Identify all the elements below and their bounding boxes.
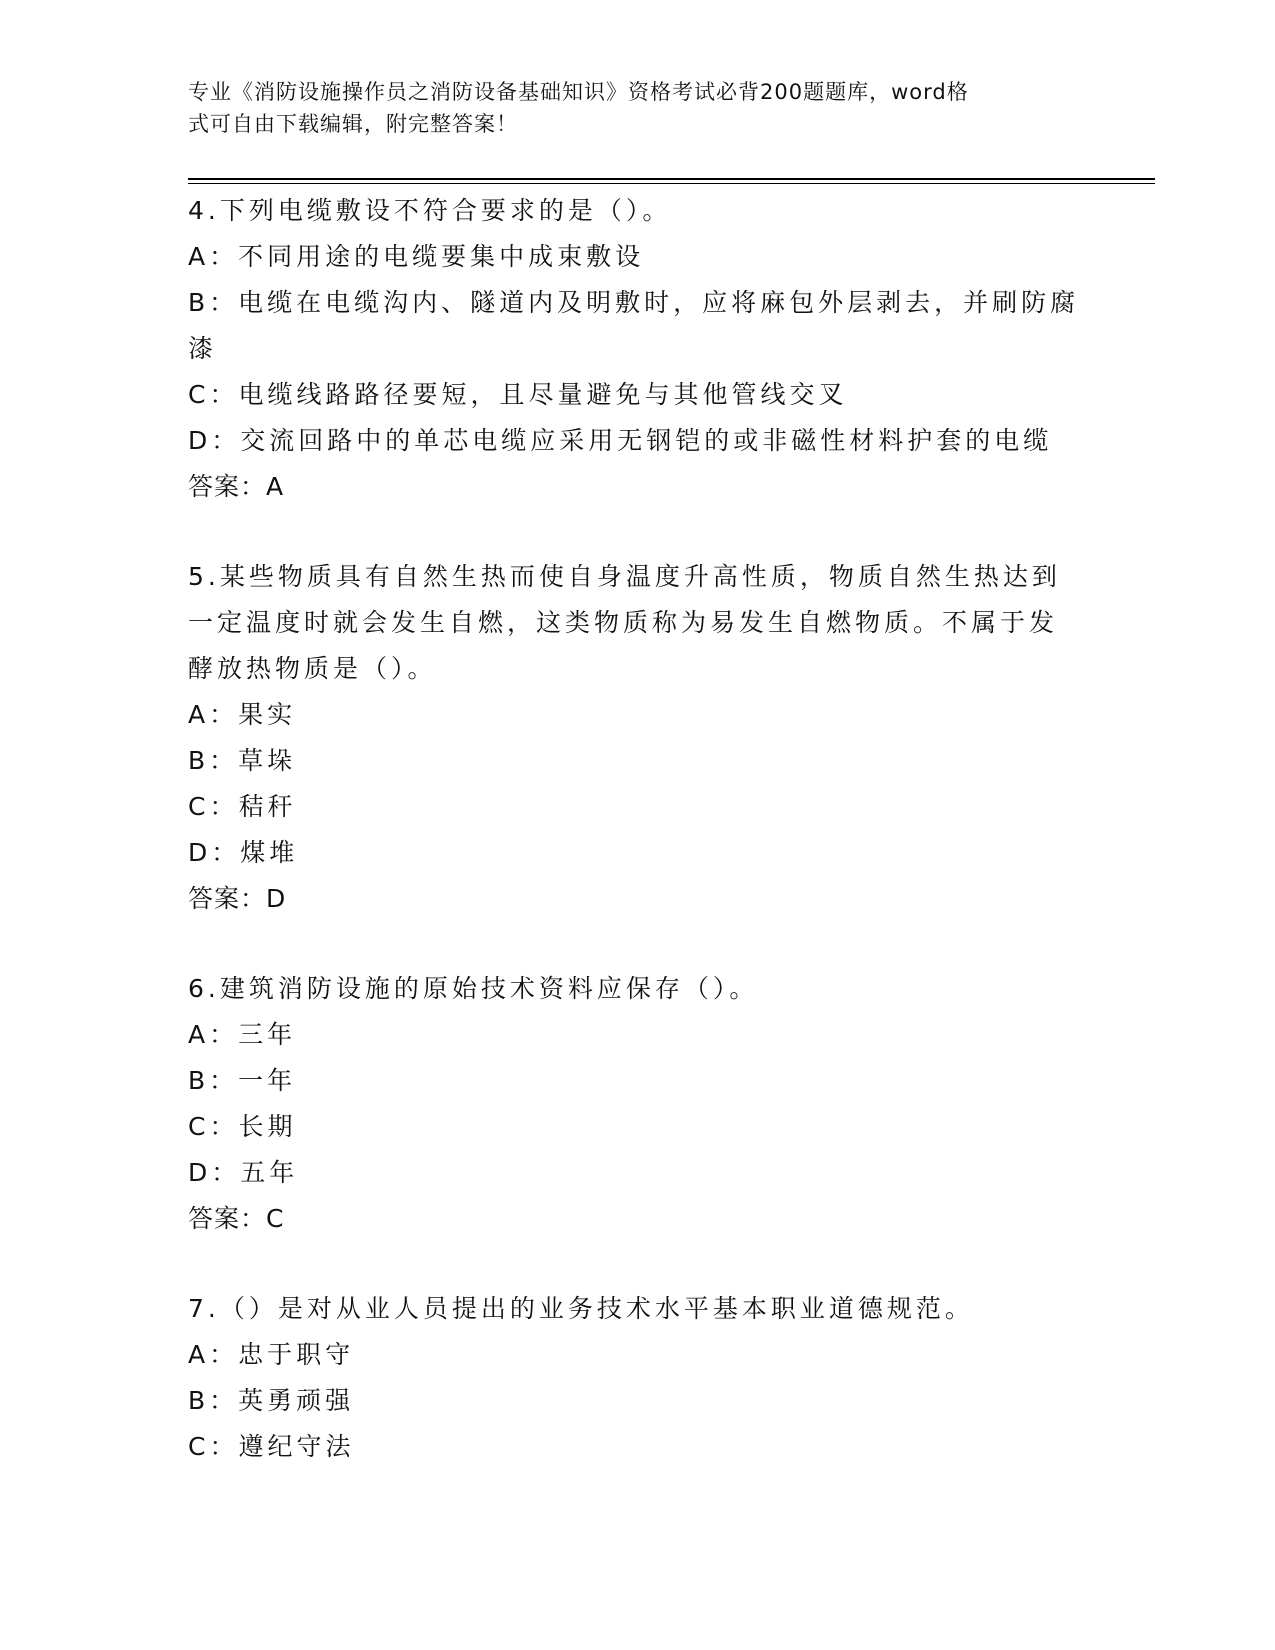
header-line-1: 专业《消防设施操作员之消防设备基础知识》资格考试必背200题题库，word格 xyxy=(188,80,969,104)
question-spacer xyxy=(188,510,1088,554)
header-line-2: 式可自由下载编辑，附完整答案！ xyxy=(188,112,518,136)
answer-key: 答案：D xyxy=(188,884,287,913)
answer-option: B：一年 xyxy=(188,1066,297,1095)
question-block xyxy=(188,1286,1088,1470)
answer-option: A：忠于职守 xyxy=(188,1340,355,1369)
answer-option: C：长期 xyxy=(188,1112,297,1141)
question-block xyxy=(188,554,1088,922)
question-stem: 酵放热物质是（）。 xyxy=(188,654,437,683)
question-stem: 4.下列电缆敷设不符合要求的是（）。 xyxy=(188,196,672,225)
answer-option: A：果实 xyxy=(188,700,297,729)
answer-option: D：交流回路中的单芯电缆应采用无钢铠的或非磁性材料护套的电缆 xyxy=(188,426,1053,455)
question-spacer xyxy=(188,922,1088,966)
answer-option: C：电缆线路路径要短，且尽量避免与其他管线交叉 xyxy=(188,380,848,409)
question-stem: 5.某些物质具有自然生热而使自身温度升高性质，物质自然生热达到 xyxy=(188,562,1061,591)
document-header xyxy=(188,76,1068,140)
question-block xyxy=(188,966,1088,1242)
answer-option: 漆 xyxy=(188,334,218,363)
answer-key: 答案：C xyxy=(188,1204,285,1233)
header-divider-thin xyxy=(188,183,1155,184)
question-stem: 6.建筑消防设施的原始技术资料应保存（）。 xyxy=(188,974,759,1003)
question-stem: 7.（）是对从业人员提出的业务技术水平基本职业道德规范。 xyxy=(188,1294,974,1323)
answer-option: A：不同用途的电缆要集中成束敷设 xyxy=(188,242,645,271)
header-divider-thick xyxy=(188,178,1155,180)
question-spacer xyxy=(188,1242,1088,1286)
answer-option: D：煤堆 xyxy=(188,838,299,867)
answer-option: A：三年 xyxy=(188,1020,297,1049)
question-stem: 一定温度时就会发生自燃，这类物质称为易发生自燃物质。不属于发 xyxy=(188,608,1059,637)
answer-option: B：英勇顽强 xyxy=(188,1386,355,1415)
answer-option: B：电缆在电缆沟内、隧道内及明敷时，应将麻包外层剥去，并刷防腐 xyxy=(188,288,1080,317)
answer-option: C：秸秆 xyxy=(188,792,297,821)
question-list xyxy=(188,188,1088,1470)
answer-option: B：草垛 xyxy=(188,746,297,775)
answer-option: D：五年 xyxy=(188,1158,299,1187)
answer-key: 答案：A xyxy=(188,472,285,501)
answer-option: C：遵纪守法 xyxy=(188,1432,355,1461)
question-block xyxy=(188,188,1088,510)
